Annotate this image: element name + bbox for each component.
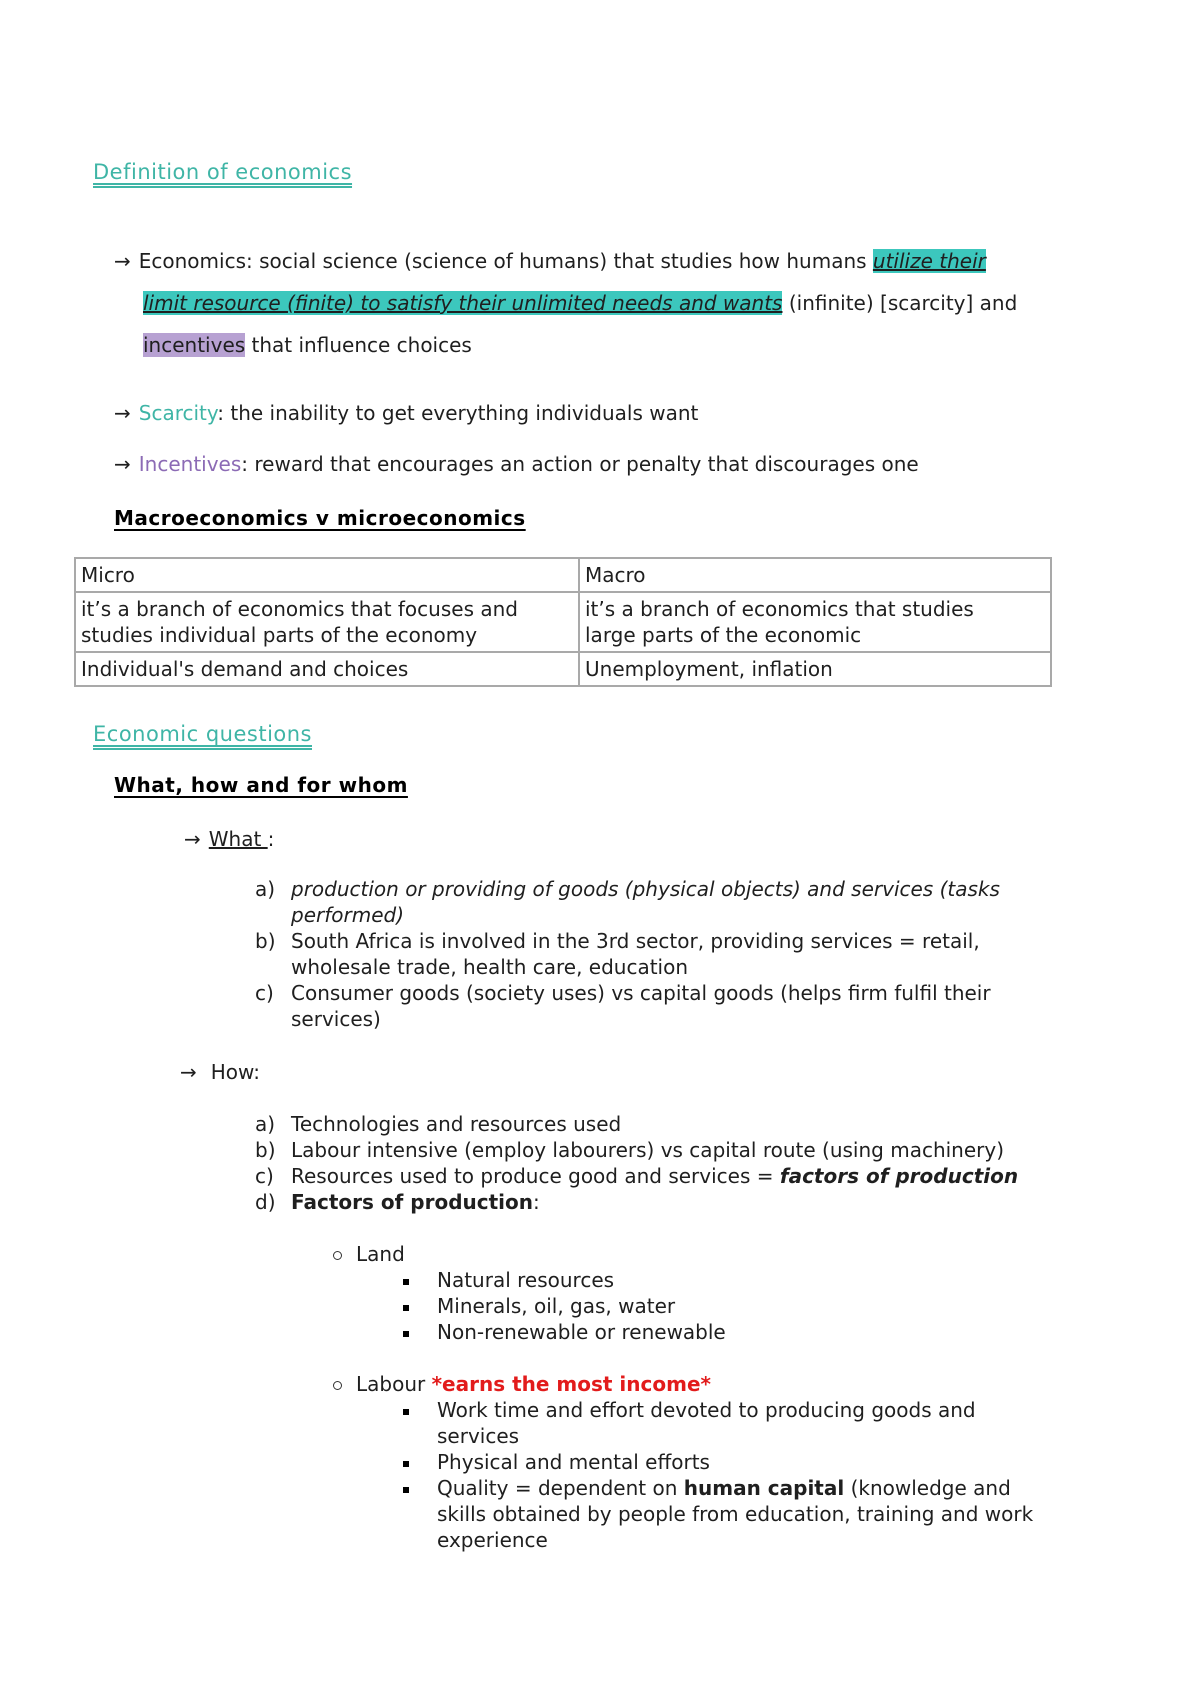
what-label: What [208,827,268,851]
table-cell: it’s a branch of economics that studies large parts of the economic [579,592,1051,652]
table-cell: it’s a branch of economics that focuses and studies individual parts of the economy [75,592,579,652]
arrow-icon: → [114,452,131,476]
labour-label-line [333,1371,711,1397]
table-cell: Micro [75,558,579,592]
econ-def-line2: limit resource (finite) to satisfy their unlimited needs and wants (infinite) [scarcity] and [143,291,1018,315]
square-bullet-icon [403,1305,409,1311]
what-item-c-cont: services) [291,1007,381,1031]
table-row [75,558,1051,592]
arrow-icon: → [114,401,131,425]
heading-economic-questions: Economic questions [93,722,312,746]
micro-macro-table [74,557,1052,687]
incentives-line: → Incentives: reward that encourages an action or penalty that discourages one [114,452,919,476]
incentives-term: Incentives [138,452,242,476]
what-item-c: c) Consumer goods (society uses) vs capital goods (helps firm fulfil their [255,981,991,1005]
how-item-a: a) Technologies and resources used [255,1112,622,1136]
labour-item: Work time and effort devoted to producing goods and [403,1397,976,1423]
circle-bullet-icon [333,1251,342,1260]
heading-definition: Definition of economics [93,160,353,184]
labour-item-cont: skills obtained by people from education, training and work [437,1502,1034,1526]
what-item-b: b) South Africa is involved in the 3rd sector, providing services = retail, [255,929,980,953]
square-bullet-icon [403,1461,409,1467]
square-bullet-icon [403,1279,409,1285]
labour-item-cont: services [437,1424,520,1448]
labour-item: Quality = dependent on human capital (knowledge and [403,1475,1011,1501]
how-label: How: [210,1060,261,1084]
labour-item-cont: experience [437,1528,548,1552]
scarcity-term: Scarcity [138,401,218,425]
what-item-a-cont: performed) [291,903,405,927]
land-item: Natural resources [403,1267,614,1293]
heading-macro-micro: Macroeconomics v microeconomics [114,506,526,530]
how-item-b: b) Labour intensive (employ labourers) vs capital route (using machinery) [255,1138,1005,1162]
land-item: Non-renewable or renewable [403,1319,726,1345]
table-cell: Macro [579,558,1051,592]
heading-what-how-whom: What, how and for whom [114,773,408,797]
how-item-d: d) Factors of production: [255,1190,540,1214]
how-label-line [180,1059,260,1085]
land-label: Land [356,1242,405,1266]
square-bullet-icon [403,1331,409,1337]
circle-bullet-icon [333,1381,342,1390]
table-cell: Individual's demand and choices [75,652,579,686]
highlight-incentives: incentives [143,333,246,357]
land-label-line [333,1241,405,1267]
square-bullet-icon [403,1487,409,1493]
square-bullet-icon [403,1409,409,1415]
econ-def-line3: incentives that influence choices [143,333,472,357]
what-label-line: → What : [184,827,275,851]
how-item-c: c) Resources used to produce good and services = factors of production [255,1164,1019,1188]
table-row [75,592,1051,652]
table-cell: Unemployment, inflation [579,652,1051,686]
land-item: Minerals, oil, gas, water [403,1293,675,1319]
econ-def-line1: → Economics: social science (science of humans) that studies how humans utilize their [114,249,986,273]
labour-label: Labour [356,1372,432,1396]
arrow-icon: → [184,827,201,851]
table-row [75,652,1051,686]
labour-item: Physical and mental efforts [403,1449,710,1475]
arrow-icon: → [114,249,131,273]
highlight-limit-resource: limit resource (finite) to satisfy their unlimited needs and wants [143,291,783,315]
scarcity-line: → Scarcity: the inability to get everything individuals want [114,401,699,425]
labour-note: *earns the most income* [431,1372,711,1396]
highlight-utilize: utilize their [872,249,986,273]
what-item-b-cont: wholesale trade, health care, education [291,955,689,979]
what-item-a: a) production or providing of goods (physical objects) and services (tasks [255,877,1000,901]
arrow-icon: → [180,1060,197,1084]
